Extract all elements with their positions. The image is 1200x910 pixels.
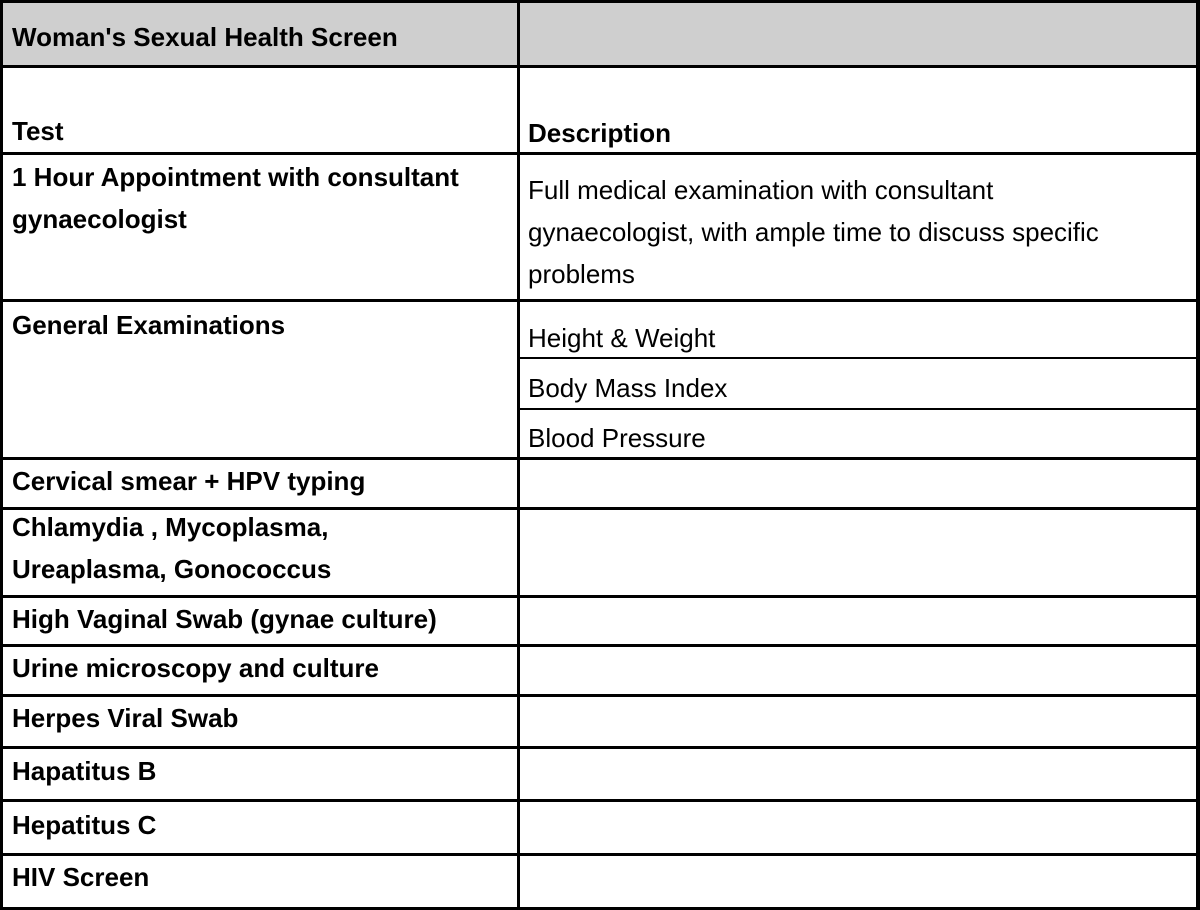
table-row-test: Cervical smear + HPV typing [12,466,366,496]
table-row-test: HIV Screen [12,862,150,892]
table-row-test: Hapatitus B [12,756,157,786]
sub-row-divider [517,357,1200,359]
table-row-test: High Vaginal Swab (gynae culture) [12,604,437,634]
column-header-description: Description [528,118,672,148]
row-divider [0,799,1200,802]
table-border-right [1196,0,1200,910]
table-row-test: General Examinations [12,310,286,340]
table-row-description: Full medical examination with consultant gynaecologist, with ample time to discuss specific problems [528,175,1099,289]
row-divider [0,507,1200,510]
column-header-test: Test [12,116,64,146]
table-border-top [0,0,1200,3]
table-border-left [0,0,3,910]
sub-item-description: Height & Weight [528,323,716,353]
row-divider [0,595,1200,598]
row-divider [0,644,1200,647]
row-divider [0,746,1200,749]
sub-item-description: Body Mass Index [528,373,728,403]
sub-row-divider [517,408,1200,410]
table-title: Woman's Sexual Health Screen [12,22,398,52]
row-divider [0,299,1200,302]
row-divider [0,694,1200,697]
row-divider [0,457,1200,460]
table-row-test: Herpes Viral Swab [12,703,239,733]
table-row-test: Chlamydia , Mycoplasma, Ureaplasma, Gonococcus [12,512,332,584]
sub-item-description: Blood Pressure [528,423,706,453]
column-divider [517,0,520,910]
table-row-test: Hepatitus C [12,810,157,840]
table-row-test: Urine microscopy and culture [12,653,379,683]
row-divider [0,853,1200,856]
row-divider [0,65,1200,68]
row-divider [0,152,1200,155]
table-row-test: 1 Hour Appointment with consultant gynaecologist [12,162,459,234]
